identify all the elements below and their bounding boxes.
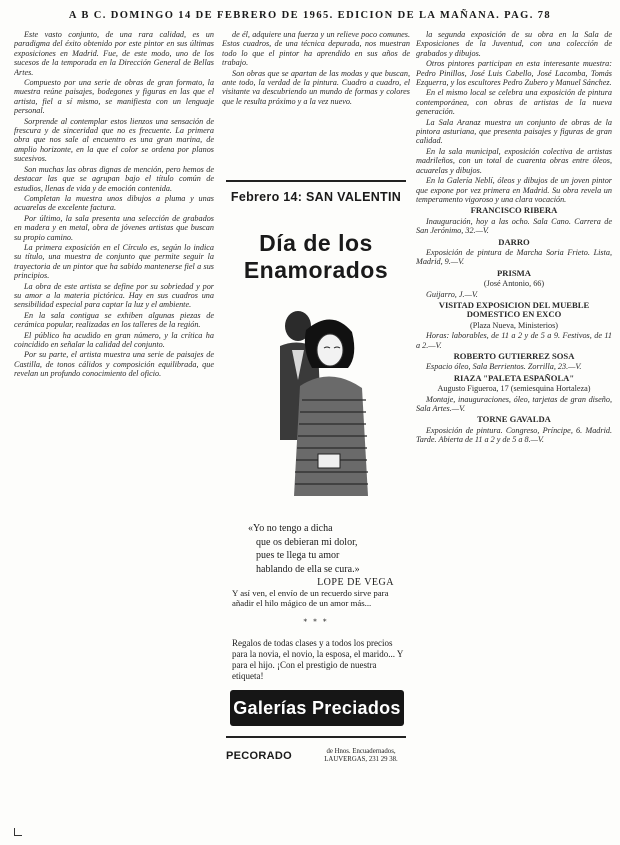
article-paragraph: Por su parte, el artista muestra una serie de paisajes de Castilla, de tonos cálidos y composición equilibrada, que revelan un profundo conocimiento del oficio.: [14, 350, 214, 379]
article-paragraph: de él, adquiere una fuerza y un relieve poco comunes. Estos cuadros, de una técnica depurada, nos muestran todo lo que el pintor ha aprendido en sus años de trabajo.: [222, 30, 410, 68]
ad-title-line: Día de los: [259, 230, 373, 256]
listing-subtitle: (Plaza Nueva, Ministerios): [470, 320, 558, 330]
valentine-advertisement: [226, 190, 406, 710]
middle-article-column: [222, 30, 410, 180]
listing-name: FRANCISCO RIBERA: [470, 205, 558, 216]
ad-title: [226, 230, 406, 284]
listing-text: Inauguración, hoy a las ocho. Sala Cano. Carrera de San Jerónimo, 32.—V.: [416, 216, 612, 236]
listing-name: PRISMA: [497, 267, 531, 278]
listing-name: VISITAD EXPOSICION DEL MUEBLE DOMESTICO EN EXCO: [438, 299, 590, 320]
listing-text: Montaje, inauguraciones, óleo, tarjetas de gran diseño, Sala Artes.—V.: [416, 394, 612, 414]
bottom-ad-details: de Hnos. Encuadernados, LAUVERGAS, 231 29 38.: [324, 748, 398, 764]
right-article-column: [416, 30, 612, 835]
couple-illustration: [262, 290, 374, 512]
ad-date-heading: Febrero 14: SAN VALENTIN: [230, 190, 402, 204]
ad-bottom-rule: [226, 736, 406, 738]
article-paragraph: La obra de este artista se define por su sobriedad y por su amor a la materia pictórica. Hay en sus cuadros una sensibilidad especial para captar la luz y el ambiente.: [14, 281, 214, 310]
article-paragraph: Son muchas las obras dignas de mención, pero hemos de destacar las que se agrupan bajo el título común de estudios, llenas de vida y de emoción contenida.: [14, 164, 214, 193]
listing-text: Guijarro, J.—V.: [426, 289, 478, 299]
article-paragraph: Compuesto por una serie de obras de gran formato, la muestra reúne paisajes, bodegones y figuras en las que el artista, fiel a sí mismo, se manifiesta con un lenguaje personal.: [14, 78, 214, 116]
article-paragraph: Este vasto conjunto, de una rara calidad, es un paradigma del éxito obtenido por este pintor en sus últimas exposiciones en Madrid. Fue, de este modo, uno de los sucesos de la temporada en la Dirección General de Bellas Artes.: [14, 30, 214, 77]
poem-author: LOPE DE VEGA: [317, 577, 394, 588]
bottom-advertisement: [226, 748, 408, 772]
bottom-ad-name: PECORADO: [226, 750, 292, 762]
ad-copy-text: Regalos de todas clases y a todos los precios para la novia, el novio, la esposa, el marido... Y para el hijo. ¡Con el prestigio de nuestra etiqueta!: [232, 638, 404, 681]
listing-name: DARRO: [498, 236, 530, 247]
listing-name: RIAZA "PALETA ESPAÑOLA": [453, 372, 575, 383]
article-paragraph: En el mismo local se celebra una exposición de pintura contemporánea, con obras de artistas de la nueva generación.: [416, 88, 612, 117]
poem-line: «Yo no tengo a dicha: [248, 523, 333, 534]
article-paragraph: Sorprende al contemplar estos lienzos una sensación de frescura y de sinceridad que no es frecuente. La primera obra que nos sale al encuentro es una gran marina, de amplio horizonte, en la que el color se ordena por planos sucesivos.: [14, 116, 214, 164]
poem-line: pues te llega tu amor: [256, 550, 340, 561]
listing-subtitle: Augusto Figueroa, 17 (semiesquina Hortaleza): [437, 384, 591, 394]
article-paragraph: En la sala contigua se exhiben algunas piezas de cerámica popular, realizadas en los talleres de la región.: [14, 310, 214, 330]
ad-top-rule: [226, 180, 406, 182]
article-paragraph: El público ha acudido en gran número, y la crítica ha coincidido en señalar la calidad del conjunto.: [14, 330, 214, 349]
poem-line: que os debieran mi dolor,: [256, 536, 358, 548]
listing-text: Espacio óleo, Sala Berrientos. Zorrilla, 23.—V.: [426, 362, 582, 372]
ad-separator: * * *: [303, 618, 329, 626]
ad-poem: [248, 522, 398, 590]
listing-text: Horas: laborables, de 11 a 2 y de 5 a 9. Festivos, de 11 a 2.—V.: [416, 331, 612, 350]
article-paragraph: Otros pintores participan en esta interesante muestra: Pedro Pinillos, José Luis Cabello, José Lacomba, Tomás Ezquerra, y los escultores Pedro Zubero y Manuel Sánchez.: [416, 59, 612, 88]
listing-text: Exposición de pintura de Marcha Soria Frieto. Lista, Madrid, 9.—V.: [416, 247, 612, 267]
listing-name: TORNE GAVALDA: [477, 414, 551, 425]
poem-line: hablando de ella se cura.»: [256, 563, 360, 575]
article-paragraph: La Sala Aranaz muestra un conjunto de obras de la pintora asturiana, que presenta paisajes y figuras de gran calidad.: [416, 117, 612, 146]
corner-crop-mark: [14, 828, 22, 836]
listing-subtitle: (José Antonio, 66): [483, 279, 545, 289]
page-header: A B C. DOMINGO 14 DE FEBRERO DE 1965. EDICION DE LA MAÑANA. PAG. 78: [68, 10, 552, 21]
ad-title-line: Enamorados: [243, 257, 389, 283]
listing-name: ROBERTO GUTIERREZ SOSA: [453, 351, 575, 361]
article-paragraph: la segunda exposición de su obra en la Sala de Exposiciones de la Juventud, con una colección de grabados y dibujos.: [416, 30, 612, 58]
ad-copy-text: Y así ven, el envío de un recuerdo sirve para añadir el hilo mágico de un amor más...: [232, 588, 389, 608]
galerias-preciados-logo: Galerías Preciados: [230, 690, 404, 726]
article-paragraph: En la Galería Neblí, óleos y dibujos de un joven pintor que expone por vez primera en Madrid. Su obra revela un temperamento vigoroso y una clara vocación.: [416, 176, 612, 204]
left-article-column: [14, 30, 214, 835]
article-paragraph: Completan la muestra unos dibujos a pluma y unas acuarelas de excelente factura.: [14, 193, 214, 213]
article-paragraph: La primera exposición en el Círculo es, según lo indica su título, una muestra de conjunto que permite seguir la trayectoria de un pintor que ha sabido mantenerse fiel a sus principios.: [14, 242, 214, 281]
listing-text: Exposición de pintura. Congreso, Príncipe, 6. Madrid. Tarde. Abierta de 11 a 2 y de 5 a 8.—V.: [416, 425, 612, 445]
article-paragraph: Por último, la sala presenta una selección de grabados en madera y en metal, obra de jóvenes artistas que buscan su propio camino.: [14, 213, 214, 242]
article-paragraph: En la sala municipal, exposición colectiva de artistas madrileños, con un total de cuarenta obras entre óleos, acuarelas y dibujos.: [416, 146, 612, 175]
article-paragraph: Son obras que se apartan de las modas y que buscan, ante todo, la verdad de la pintura. Cuadro a cuadro, el visitante va descubriendo un mundo de formas y colores que le resulta próximo y a la vez nuevo.: [222, 68, 410, 106]
